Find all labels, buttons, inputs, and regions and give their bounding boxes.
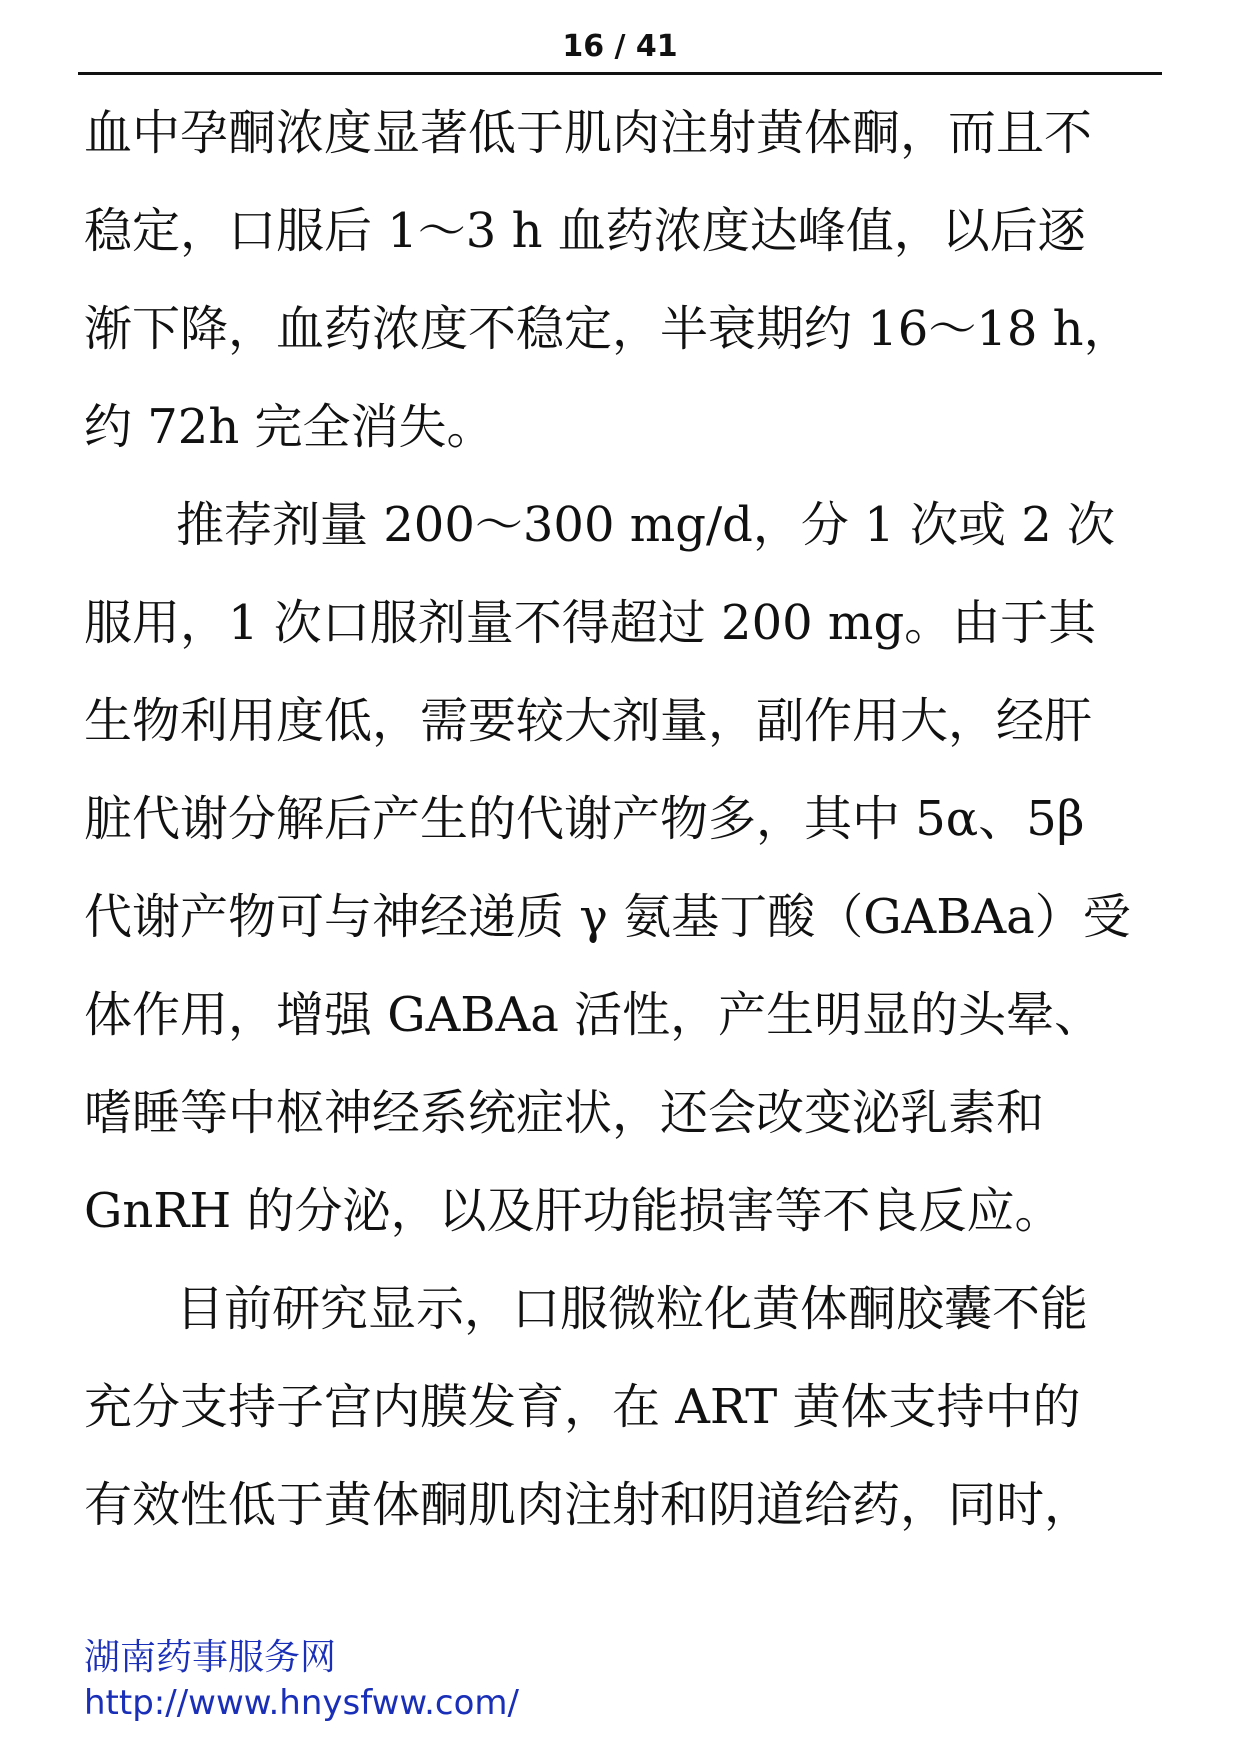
text-line: 约 72h 完全消失。 (84, 399, 495, 455)
page-header (78, 28, 1162, 75)
document-body (84, 84, 1164, 1554)
text-line: 服用，1 次口服剂量不得超过 200 mg。由于其 (84, 595, 1097, 651)
text-line: 体作用，增强 GABAa 活性，产生明显的头晕、 (84, 987, 1103, 1043)
footer-site-url-link[interactable]: http://www.hnysfww.com/ (84, 1683, 519, 1723)
text-line: 充分支持子宫内膜发育，在 ART 黄体支持中的 (84, 1379, 1081, 1435)
text-line: GnRH 的分泌，以及肝功能损害等不良反应。 (84, 1183, 1063, 1239)
text-line: 推荐剂量 200～300 mg/d，分 1 次或 2 次 (176, 497, 1116, 553)
paragraph-1 (84, 84, 1164, 476)
page-indicator: 16 / 41 (562, 29, 678, 64)
text-line: 目前研究显示，口服微粒化黄体酮胶囊不能 (176, 1281, 1089, 1337)
paragraph-3 (84, 1260, 1164, 1554)
text-line: 代谢产物可与神经递质 γ 氨基丁酸（GABAa）受 (84, 889, 1131, 945)
text-line: 有效性低于黄体酮肌肉注射和阴道给药，同时， (84, 1477, 1093, 1533)
text-line: 稳定，口服后 1～3 h 血药浓度达峰值，以后逐 (84, 203, 1086, 259)
footer-site-name: 湖南药事服务网 (84, 1637, 337, 1678)
text-line: 渐下降，血药浓度不稳定，半衰期约 16～18 h， (84, 301, 1132, 357)
text-line: 血中孕酮浓度显著低于肌肉注射黄体酮，而且不 (84, 105, 1093, 161)
text-line: 嗜睡等中枢神经系统症状，还会改变泌乳素和 (84, 1085, 1045, 1141)
text-line: 生物利用度低，需要较大剂量，副作用大，经肝 (84, 693, 1093, 749)
paragraph-2 (84, 476, 1164, 1260)
text-line: 脏代谢分解后产生的代谢产物多，其中 5α、5β (84, 791, 1085, 847)
page-footer (84, 1635, 519, 1725)
